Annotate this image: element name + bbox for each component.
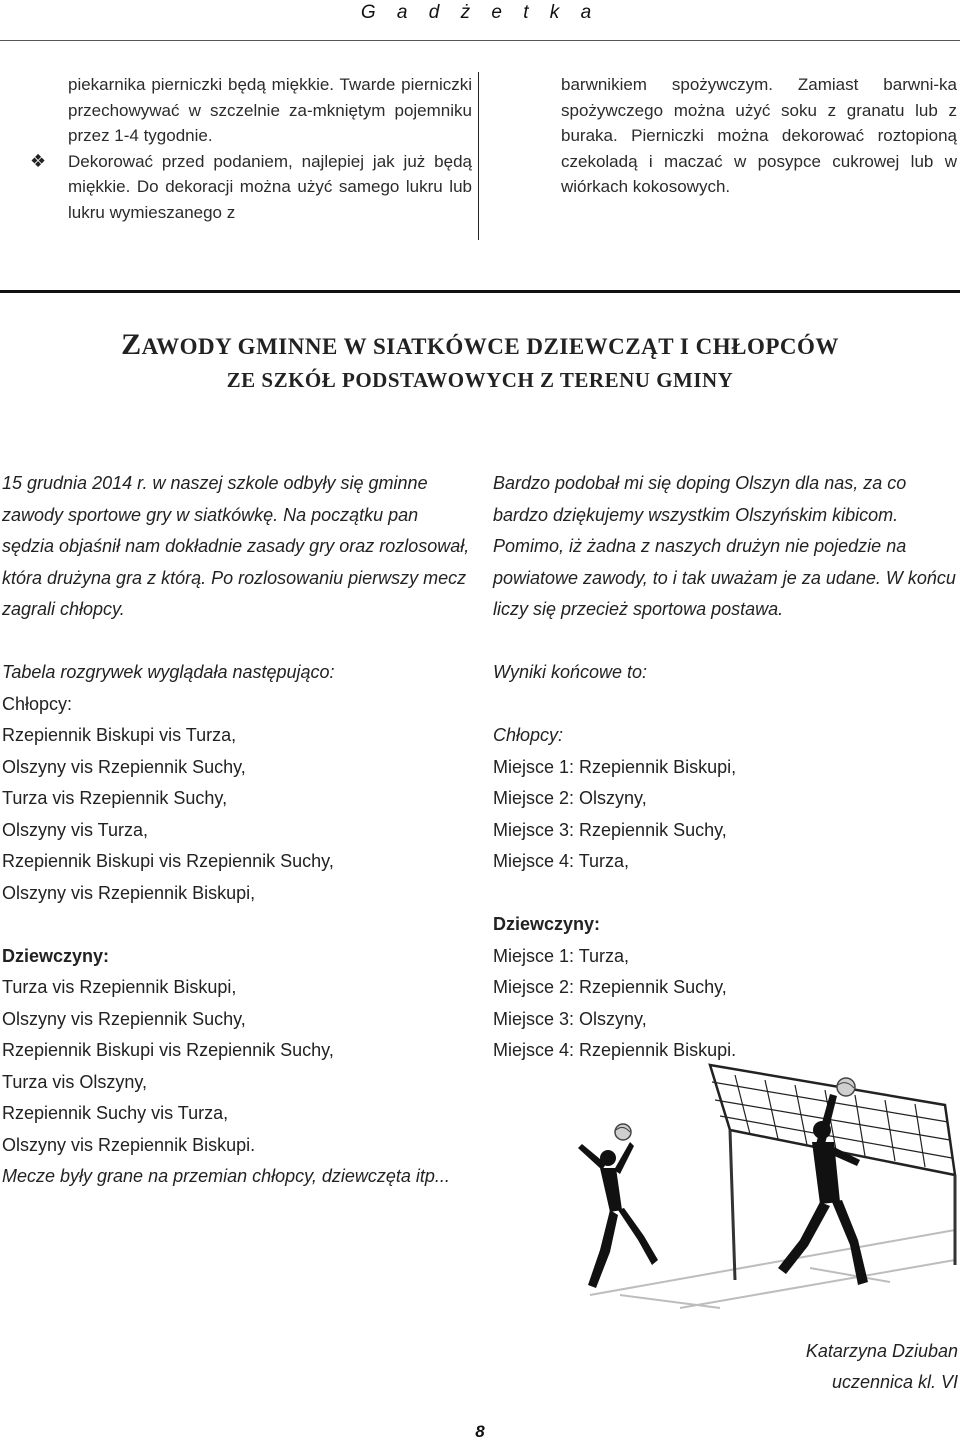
closing-note: Mecze były grane na przemian chłopcy, dziewczęta itp... xyxy=(2,1166,450,1186)
girls-result: Miejsce 3: Olszyny, xyxy=(493,1008,647,1029)
boys-match: Olszyny vis Rzepiennik Suchy, xyxy=(2,756,246,777)
results-boys-label: Chłopcy: xyxy=(493,725,564,745)
girls-match: Rzepiennik Suchy vis Turza, xyxy=(2,1103,229,1123)
boys-result: Miejsce 1: Rzepiennik Biskupi, xyxy=(493,756,737,777)
title-first-letter: Z xyxy=(121,328,142,361)
author-signature xyxy=(806,1336,958,1398)
top-left-paragraph-2 xyxy=(30,149,472,226)
girls-result: Miejsce 2: Rzepiennik Suchy, xyxy=(493,977,727,997)
table-heading: Tabela rozgrywek wyglądała następująco: xyxy=(2,662,335,682)
column-divider xyxy=(478,72,479,240)
girls-label: Dziewczyny: xyxy=(2,945,110,966)
top-left-paragraph-1: piekarnika pierniczki będą miękkie. Twarde pierniczki przechowywać w szczelnie za-mkniętym pojemniku przez 1-4 tygodnie. xyxy=(68,75,472,145)
girls-result: Miejsce 1: Turza, xyxy=(493,945,630,966)
boys-match: Turza vis Rzepiennik Suchy, xyxy=(2,788,228,808)
girls-match: Turza vis Rzepiennik Biskupi, xyxy=(2,977,237,997)
page-number: 8 xyxy=(475,1422,485,1441)
header-divider xyxy=(0,40,960,41)
boys-match: Olszyny vis Turza, xyxy=(2,819,149,840)
girls-result: Miejsce 4: Rzepiennik Biskupi. xyxy=(493,1040,737,1060)
volleyball-ball-icon xyxy=(837,1078,855,1096)
diamond-bullet-icon: ❖ xyxy=(30,150,47,171)
boys-match: Rzepiennik Biskupi vis Rzepiennik Suchy, xyxy=(2,851,334,871)
author-name: Katarzyna Dziuban xyxy=(805,1341,958,1361)
girls-match: Rzepiennik Biskupi vis Rzepiennik Suchy, xyxy=(2,1040,334,1060)
volleyball-ball-icon xyxy=(615,1124,631,1140)
top-right-column xyxy=(561,72,957,200)
top-left-column xyxy=(30,72,472,225)
article-title-line-1 xyxy=(0,328,960,362)
author-role: uczennica kl. VI xyxy=(831,1372,958,1392)
girls-match: Olszyny vis Rzepiennik Biskupi. xyxy=(2,1134,256,1155)
article-intro: 15 grudnia 2014 r. w naszej szkole odbyły się gminne zawody sportowe gry w siatkówkę. Na początku pan sędzia objaśnił nam dokładnie zasady gry oraz rozlosował, która drużyna gra z którą. Po rozlosowaniu pierwszy mecz zagrali chłopcy. xyxy=(2,473,470,619)
boys-result: Miejsce 4: Turza, xyxy=(493,851,630,871)
volleyball-illustration xyxy=(560,1060,960,1310)
results-heading: Wyniki końcowe to: xyxy=(493,662,648,682)
boys-match: Rzepiennik Biskupi vis Turza, xyxy=(2,725,237,745)
boys-result: Miejsce 3: Rzepiennik Suchy, xyxy=(493,819,727,840)
article-left-column xyxy=(2,468,472,1193)
top-left-paragraph-2-text: Dekorować przed podaniem, najlepiej jak już będą miękkie. Do dekoracji można użyć samego lukru lub lukru wymieszanego z xyxy=(68,151,472,222)
girls-match: Olszyny vis Rzepiennik Suchy, xyxy=(2,1008,246,1029)
boys-result: Miejsce 2: Olszyny, xyxy=(493,788,647,808)
player-silhouette-icon xyxy=(578,1142,658,1288)
section-divider xyxy=(0,290,960,293)
results-girls-label: Dziewczyny: xyxy=(493,914,601,934)
right-intro: Bardzo podobał mi się doping Olszyn dla nas, za co bardzo dziękujemy wszystkim Olszyńskim kibicom. Pomimo, iż żadna z naszych drużyn nie pojedzie na powiatowe zawody, to i tak uważam je za udane. W końcu liczy się przecież sportowa postawa. xyxy=(493,473,956,619)
boys-match: Olszyny vis Rzepiennik Biskupi, xyxy=(2,882,256,903)
top-right-paragraph: barwnikiem spożywczym. Zamiast barwni-ka spożywczego można użyć soku z granatu lub z buraka. Pierniczki można dekorować roztopioną czekoladą i maczać w posypce cukrowej lub w wiórkach kokosowych. xyxy=(561,75,957,196)
title-line-1-rest: AWODY GMINNE W SIATKÓWCE DZIEWCZĄT I CHŁOPCÓW xyxy=(141,334,839,359)
boys-label: Chłopcy: xyxy=(2,693,73,714)
magazine-title: G a d ż e t k a xyxy=(360,2,600,23)
player-silhouette-icon xyxy=(778,1094,868,1285)
girls-match: Turza vis Olszyny, xyxy=(2,1071,148,1092)
article-title-line-2: ZE SZKÓŁ PODSTAWOWYCH Z TERENU GMINY xyxy=(226,368,734,392)
article-right-column xyxy=(493,468,958,1067)
